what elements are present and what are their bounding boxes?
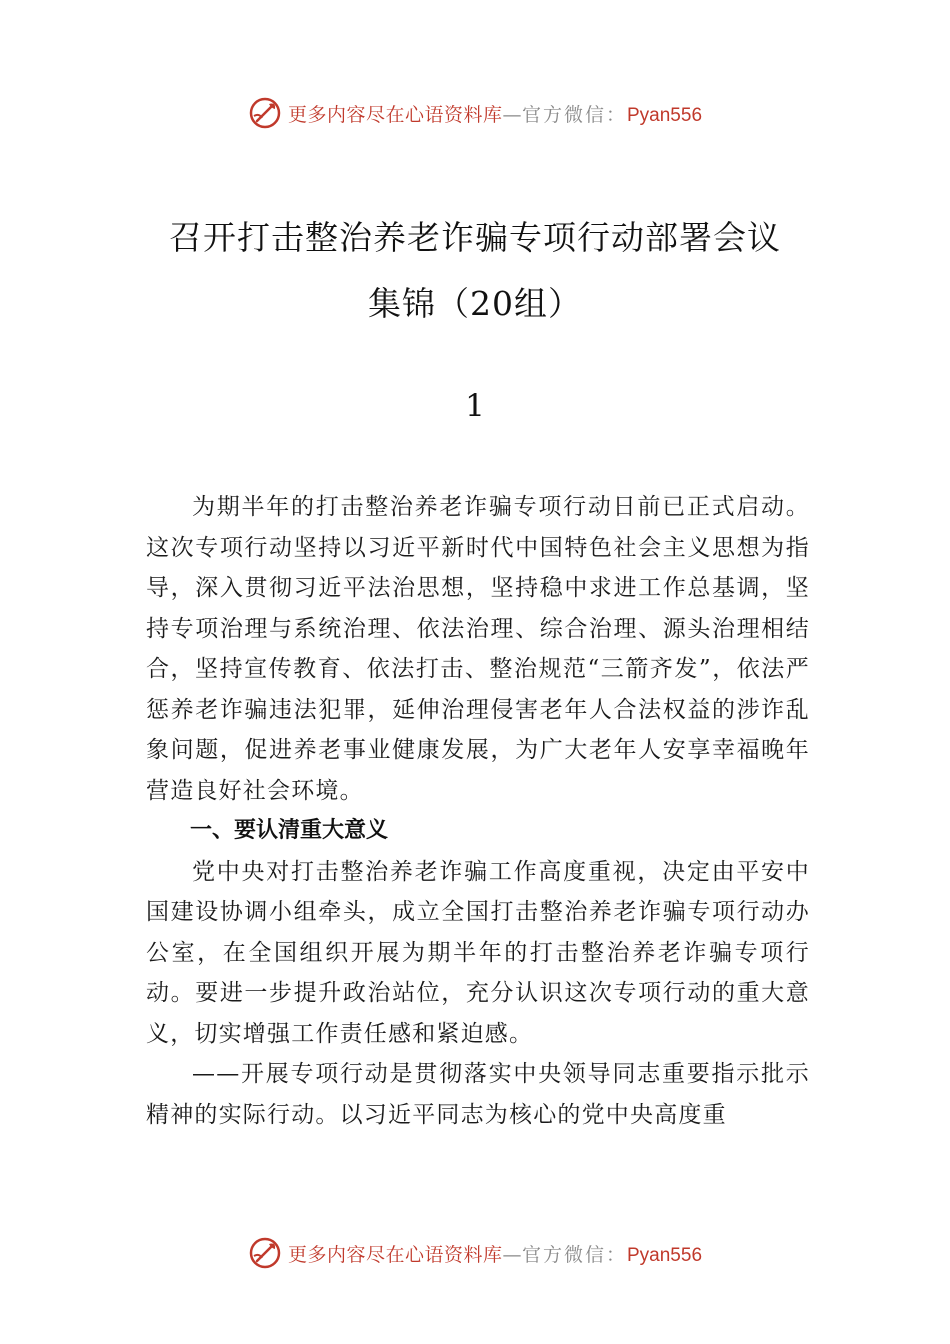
document-title-line1: 召开打击整治养老诈骗专项行动部署会议 — [169, 218, 781, 257]
watermark-footer — [0, 1233, 950, 1273]
paragraph-significance: 党中央对打击整治养老诈骗工作高度重视，决定由平安中国建设协调小组牵头，成立全国打击整治养老诈骗专项行动办公室，在全国组织开展为期半年的打击整治养老诈骗专项行动。要进一步提升政治站位，充分认识这次专项行动的重大意义，切实增强工作责任感和紧迫感。 — [146, 858, 810, 1047]
paragraph-action: ——开展专项行动是贯彻落实中央领导同志重要指示批示精神的实际行动。以习近平同志为核心的党中央高度重 — [146, 1061, 810, 1128]
watermark-header — [0, 93, 950, 133]
watermark-wechat-label: 官方微信： — [521, 103, 627, 126]
watermark-wechat-id: Pyan556 — [627, 1244, 703, 1266]
watermark-brand: 更多内容尽在心语资料库 — [287, 103, 503, 126]
section-number: 1 — [465, 388, 485, 424]
paragraph-intro: 为期半年的打击整治养老诈骗专项行动日前已正式启动。这次专项行动坚持以习近平新时代中国特色社会主义思想为指导，深入贯彻习近平法治思想，坚持稳中求进工作总基调，坚持专项治理与系统治理、依法治理、综合治理、源头治理相结合，坚持宣传教育、依法打击、整治规范“三箭齐发”，依法严惩养老诈骗违法犯罪，延伸治理侵害老年人合法权益的涉诈乱象问题，促进养老事业健康发展，为广大老年人安享幸福晚年营造良好社会环境。 — [146, 494, 810, 804]
document-body — [146, 487, 810, 1135]
watermark-dash: — — [502, 103, 522, 126]
section-heading: 一、要认清重大意义 — [190, 818, 389, 843]
quill-pen-logo-icon — [248, 96, 282, 130]
watermark-text — [288, 100, 702, 127]
watermark-wechat-label: 官方微信： — [521, 1243, 627, 1266]
document-title-line2: 集锦（20组） — [368, 284, 582, 323]
watermark-wechat-id: Pyan556 — [627, 104, 703, 126]
quill-pen-logo-icon — [248, 1236, 282, 1270]
watermark-text — [288, 1240, 702, 1267]
watermark-brand: 更多内容尽在心语资料库 — [287, 1243, 503, 1266]
watermark-dash: — — [502, 1243, 522, 1266]
